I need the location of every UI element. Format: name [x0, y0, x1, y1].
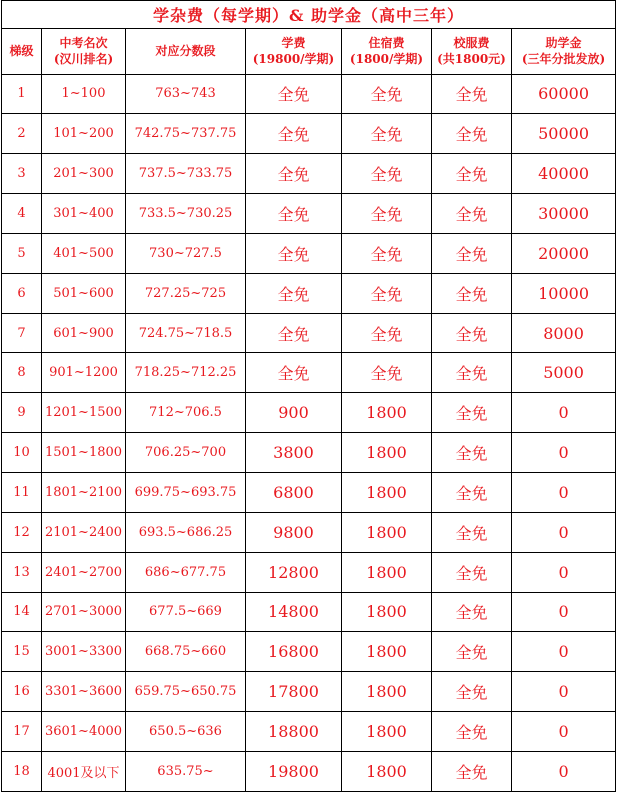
cell-tuition: 17800: [246, 672, 342, 712]
table-title: 学杂费（每学期）& 助学金（高中三年）: [2, 1, 616, 29]
cell-level: 10: [2, 433, 42, 473]
cell-lodging: 1800: [342, 473, 432, 513]
cell-rank: 901~1200: [42, 353, 126, 393]
cell-grant: 0: [512, 552, 616, 592]
cell-uniform: 全免: [432, 233, 512, 273]
cell-lodging: 1800: [342, 672, 432, 712]
cell-rank: 2401~2700: [42, 552, 126, 592]
cell-rank: 1801~2100: [42, 473, 126, 513]
header-lodging: [342, 28, 432, 74]
cell-lodging: 全免: [342, 194, 432, 234]
cell-grant: 20000: [512, 233, 616, 273]
cell-grant: 0: [512, 712, 616, 752]
table-row: [2, 592, 616, 632]
cell-uniform: 全免: [432, 393, 512, 433]
cell-level: 1: [2, 74, 42, 114]
cell-tuition: 全免: [246, 353, 342, 393]
cell-tuition: 全免: [246, 194, 342, 234]
cell-lodging: 全免: [342, 74, 432, 114]
header-level-line1: 梯级: [9, 44, 34, 59]
cell-tuition: 14800: [246, 592, 342, 632]
cell-grant: 0: [512, 751, 616, 791]
cell-uniform: 全免: [432, 751, 512, 791]
header-lodging-line2: (1800/学期): [349, 52, 424, 67]
cell-lodging: 全免: [342, 353, 432, 393]
header-uniform: [432, 28, 512, 74]
cell-rank: 101~200: [42, 114, 126, 154]
cell-grant: 40000: [512, 154, 616, 194]
cell-lodging: 全免: [342, 233, 432, 273]
cell-level: 16: [2, 672, 42, 712]
cell-level: 18: [2, 751, 42, 791]
cell-grant: 30000: [512, 194, 616, 234]
cell-tuition: 9800: [246, 512, 342, 552]
cell-tuition: 全免: [246, 114, 342, 154]
cell-uniform: 全免: [432, 512, 512, 552]
cell-rank: 501~600: [42, 273, 126, 313]
cell-tuition: 16800: [246, 632, 342, 672]
cell-uniform: 全免: [432, 433, 512, 473]
header-tuition: [246, 28, 342, 74]
table-row: [2, 712, 616, 752]
cell-lodging: 全免: [342, 154, 432, 194]
cell-rank: 201~300: [42, 154, 126, 194]
table-row: [2, 74, 616, 114]
cell-lodging: 1800: [342, 712, 432, 752]
cell-rank: 601~900: [42, 313, 126, 353]
header-rank-line2: (汉川排名): [53, 52, 114, 67]
cell-grant: 60000: [512, 74, 616, 114]
cell-rank: 1201~1500: [42, 393, 126, 433]
table-row: [2, 433, 616, 473]
table-row: [2, 114, 616, 154]
table-row: [2, 353, 616, 393]
cell-uniform: 全免: [432, 592, 512, 632]
table-row: [2, 552, 616, 592]
cell-lodging: 1800: [342, 751, 432, 791]
cell-level: 5: [2, 233, 42, 273]
cell-uniform: 全免: [432, 154, 512, 194]
table-row: [2, 194, 616, 234]
cell-uniform: 全免: [432, 552, 512, 592]
cell-score: 737.5~733.75: [126, 154, 246, 194]
cell-lodging: 1800: [342, 552, 432, 592]
cell-score: 659.75~650.75: [126, 672, 246, 712]
cell-tuition: 900: [246, 393, 342, 433]
cell-rank: 1501~1800: [42, 433, 126, 473]
cell-rank: 401~500: [42, 233, 126, 273]
cell-lodging: 1800: [342, 512, 432, 552]
cell-grant: 10000: [512, 273, 616, 313]
cell-grant: 0: [512, 393, 616, 433]
table-row: [2, 233, 616, 273]
table-row: [2, 154, 616, 194]
cell-score: 718.25~712.25: [126, 353, 246, 393]
cell-level: 3: [2, 154, 42, 194]
cell-uniform: 全免: [432, 273, 512, 313]
cell-tuition: 12800: [246, 552, 342, 592]
cell-level: 6: [2, 273, 42, 313]
header-row: [2, 28, 616, 74]
cell-grant: 0: [512, 473, 616, 513]
cell-level: 9: [2, 393, 42, 433]
header-grant-line1: 助学金: [545, 36, 582, 51]
cell-rank: 3001~3300: [42, 632, 126, 672]
cell-lodging: 1800: [342, 592, 432, 632]
cell-rank: 2701~3000: [42, 592, 126, 632]
cell-tuition: 18800: [246, 712, 342, 752]
cell-grant: 0: [512, 433, 616, 473]
table-row: [2, 632, 616, 672]
cell-grant: 0: [512, 672, 616, 712]
cell-uniform: 全免: [432, 74, 512, 114]
cell-uniform: 全免: [432, 632, 512, 672]
cell-level: 11: [2, 473, 42, 513]
cell-score: 724.75~718.5: [126, 313, 246, 353]
title-row: [2, 1, 616, 29]
cell-rank: 2101~2400: [42, 512, 126, 552]
cell-grant: 8000: [512, 313, 616, 353]
cell-level: 7: [2, 313, 42, 353]
cell-lodging: 1800: [342, 632, 432, 672]
cell-rank: 3301~3600: [42, 672, 126, 712]
cell-level: 2: [2, 114, 42, 154]
cell-uniform: 全免: [432, 194, 512, 234]
cell-grant: 5000: [512, 353, 616, 393]
cell-uniform: 全免: [432, 313, 512, 353]
cell-score: 733.5~730.25: [126, 194, 246, 234]
table-row: [2, 473, 616, 513]
cell-score: 677.5~669: [126, 592, 246, 632]
cell-uniform: 全免: [432, 672, 512, 712]
header-lodging-line1: 住宿费: [368, 36, 405, 51]
cell-uniform: 全免: [432, 353, 512, 393]
cell-level: 15: [2, 632, 42, 672]
cell-tuition: 全免: [246, 313, 342, 353]
table-row: [2, 393, 616, 433]
cell-uniform: 全免: [432, 712, 512, 752]
table-row: [2, 313, 616, 353]
cell-level: 14: [2, 592, 42, 632]
header-level: [2, 28, 42, 74]
cell-score: 742.75~737.75: [126, 114, 246, 154]
fee-table: [1, 0, 616, 792]
cell-lodging: 全免: [342, 313, 432, 353]
header-uniform-line1: 校服费: [453, 36, 490, 51]
header-tuition-line1: 学费: [281, 36, 306, 51]
cell-score: 712~706.5: [126, 393, 246, 433]
cell-score: 650.5~636: [126, 712, 246, 752]
header-grant-line2: (三年分批发放): [521, 52, 606, 67]
cell-score: 668.75~660: [126, 632, 246, 672]
cell-grant: 50000: [512, 114, 616, 154]
cell-grant: 0: [512, 592, 616, 632]
cell-rank: 1~100: [42, 74, 126, 114]
cell-tuition: 19800: [246, 751, 342, 791]
cell-score: 730~727.5: [126, 233, 246, 273]
table-row: [2, 672, 616, 712]
header-rank: [42, 28, 126, 74]
cell-lodging: 全免: [342, 273, 432, 313]
table-row: [2, 751, 616, 791]
cell-level: 8: [2, 353, 42, 393]
header-grant: [512, 28, 616, 74]
cell-tuition: 全免: [246, 154, 342, 194]
cell-level: 4: [2, 194, 42, 234]
cell-rank: 4001及以下: [42, 751, 126, 791]
cell-rank: 3601~4000: [42, 712, 126, 752]
cell-score: 699.75~693.75: [126, 473, 246, 513]
header-score: [126, 28, 246, 74]
cell-tuition: 6800: [246, 473, 342, 513]
cell-tuition: 全免: [246, 233, 342, 273]
cell-score: 686~677.75: [126, 552, 246, 592]
cell-level: 17: [2, 712, 42, 752]
cell-score: 693.5~686.25: [126, 512, 246, 552]
header-score-line1: 对应分数段: [155, 44, 216, 59]
table-row: [2, 512, 616, 552]
cell-rank: 301~400: [42, 194, 126, 234]
cell-level: 13: [2, 552, 42, 592]
cell-lodging: 全免: [342, 114, 432, 154]
cell-level: 12: [2, 512, 42, 552]
table-row: [2, 273, 616, 313]
cell-score: 763~743: [126, 74, 246, 114]
header-rank-line1: 中考名次: [59, 36, 108, 51]
cell-grant: 0: [512, 632, 616, 672]
cell-score: 706.25~700: [126, 433, 246, 473]
cell-lodging: 1800: [342, 393, 432, 433]
cell-tuition: 3800: [246, 433, 342, 473]
header-uniform-line2: (共1800元): [437, 52, 506, 67]
cell-tuition: 全免: [246, 74, 342, 114]
cell-score: 727.25~725: [126, 273, 246, 313]
header-tuition-line2: (19800/学期): [252, 52, 335, 67]
cell-score: 635.75~: [126, 751, 246, 791]
cell-tuition: 全免: [246, 273, 342, 313]
cell-uniform: 全免: [432, 473, 512, 513]
cell-grant: 0: [512, 512, 616, 552]
cell-uniform: 全免: [432, 114, 512, 154]
cell-lodging: 1800: [342, 433, 432, 473]
